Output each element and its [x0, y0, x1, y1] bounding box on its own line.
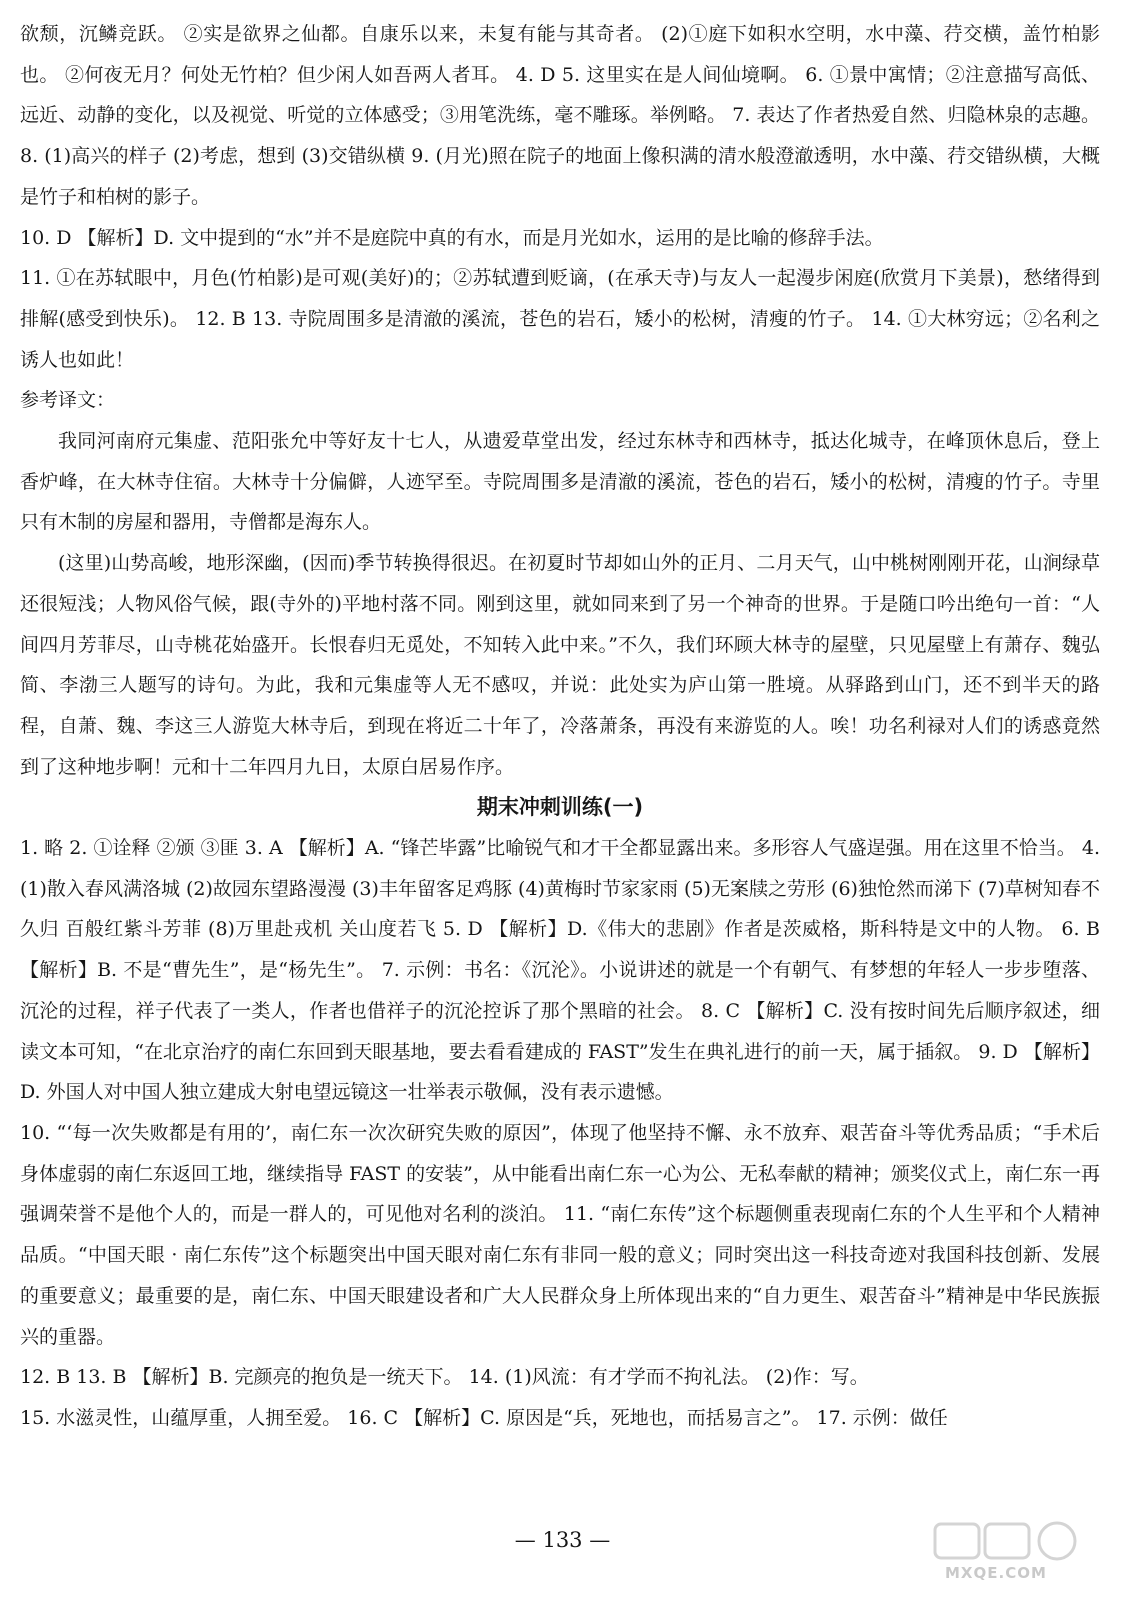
section-title: 期末冲刺训练(一) [476, 795, 644, 820]
answer-paragraph: 10. “‘每一次失败都是有用的’，南仁东一次次研究失败的原因”，体现了他坚持不懈、永不放弃、艰苦奋斗等优秀品质；“手术后身体虚弱的南仁东返回工地，继续指导 FAST 的安装”，从中能看出南仁东一心为公、无私奉献的精神；颁奖仪式上，南仁东一再强调荣誉不是他个人的，而是一群人的，可见他对名利的淡泊。 11. “南仁东传”这个标题侧重表现南仁东的个人生平和个人精神品质。“中国天眼 · 南仁东传”这个标题突出中国天眼对南仁东有非同一般的意义；同时突出这一科技奇迹对我国科技创新、发展的重要意义；最重要的是，南仁东、中国天眼建设者和广大人民群众身上所体现出来的“自力更生、艰苦奋斗”精神是中华民族振兴的重器。 [20, 1121, 1100, 1348]
translation-paragraph: (这里)山势高峻，地形深幽，(因而)季节转换得很迟。在初夏时节却如山外的正月、二月天气，山中桃树刚刚开花，山涧绿草还很短浅；人物风俗气候，跟(寺外的)平地村落不同。刚到这里，就如同来到了另一个神奇的世界。于是随口吟出绝句一首：“人间四月芳菲尽，山寺桃花始盛开。长恨春归无觅处，不知转入此中来。”不久，我们环顾大林寺的屋壁，只见屋壁上有萧存、魏弘简、李渤三人题写的诗句。为此，我和元集虚等人无不感叹，并说：此处实为庐山第一胜境。从驿路到山门，还不到半天的路程，自萧、魏、李这三人游览大林寺后，到现在将近二十年了，冷落萧条，再没有来游览的人。唉！功名利禄对人们的诱惑竟然到了这种地步啊！元和十二年四月九日，太原白居易作序。 [20, 552, 1100, 778]
answer-paragraph: 1. 略 2. ①诠释 ②颁 ③匪 3. A 【解析】A. “锋芒毕露”比喻锐气和才干全都显露出来。多形容人气盛逞强。用在这里不恰当。 4. (1)散入春风满洛城 (2)故园东望路漫漫 (3)丰年留客足鸡豚 (4)黄梅时节家家雨 (5)无案牍之劳形 (6)独怆然而涕下 (7)草树知春不久归 百般红紫斗芳菲 (8)万里赴戎机 关山度若飞 5. D 【解析】D.《伟大的悲剧》作者是茨威格，斯科特是文中的人物。 6. B 【解析】B. 不是“曹先生”，是“杨先生”。 7. 示例：书名：《沉沦》。小说讲述的就是一个有朝气、有梦想的年轻人一步步堕落、沉沦的过程，祥子代表了一类人，作者也借祥子的沉沦控诉了那个黑暗的社会。 8. C 【解析】C. 没有按时间先后顺序叙述，细读文本可知，“在北京治疗的南仁东回到天眼基地，要去看看建成的 FAST”发生在典礼进行的前一天，属于插叙。 9. D 【解析】D. 外国人对中国人独立建成大射电望远镜这一壮举表示敬佩，没有表示遗憾。 [20, 837, 1100, 1104]
answer-paragraph: 欲颓，沉鳞竞跃。 ②实是欲界之仙都。自康乐以来，未复有能与其奇者。 (2)①庭下如积水空明，水中藻、荇交横，盖竹柏影也。 ②何夜无月？何处无竹柏？但少闲人如吾两人者耳。 4. D 5. 这里实在是人间仙境啊。 6. ①景中寓情；②注意描写高低、远近、动静的变化，以及视觉、听觉的立体感受；③用笔洗练，毫不雕琢。举例略。 7. 表达了作者热爱自然、归隐林泉的志趣。 8. (1)高兴的样子 (2)考虑，想到 (3)交错纵横 9. (月光)照在院子的地面上像积满的清水般澄澈透明，水中藻、荇交错纵横，大概是竹子和柏树的影子。 [20, 23, 1100, 208]
answer-paragraph: 12. B 13. B 【解析】B. 完颜亮的抱负是一统天下。 14. (1)风流：有才学而不拘礼法。 (2)作：写。 [20, 1366, 869, 1389]
translation-paragraph: 我同河南府元集虚、范阳张允中等好友十七人，从遗爱草堂出发，经过东林寺和西林寺，抵达化城寺，在峰顶休息后，登上香炉峰，在大林寺住宿。大林寺十分偏僻，人迹罕至。寺院周围多是清澈的溪流，苍色的岩石，矮小的松树，清瘦的竹子。寺里只有木制的房屋和器用，寺僧都是海东人。 [20, 430, 1100, 534]
watermark-icon [905, 1520, 1105, 1564]
watermark-logo [905, 1520, 1105, 1590]
answer-paragraph: 10. D 【解析】D. 文中提到的“水”并不是庭院中真的有水，而是月光如水，运用的是比喻的修辞手法。 [20, 226, 884, 249]
page-number: — 133 — [514, 1528, 611, 1552]
answer-paragraph: 15. 水滋灵性，山蕴厚重，人拥至爱。 16. C 【解析】C. 原因是“兵，死地也，而括易言之”。 17. 示例：做任 [20, 1406, 948, 1429]
reference-label: 参考译文： [20, 389, 116, 412]
document-page [20, 14, 1100, 1439]
watermark-text: MXQE.COM [945, 1564, 1047, 1582]
answer-paragraph: 11. ①在苏轼眼中，月色(竹柏影)是可观(美好)的；②苏轼遭到贬谪，(在承天寺)与友人一起漫步闲庭(欣赏月下美景)，愁绪得到排解(感受到快乐)。 12. B 13. 寺院周围多是清澈的溪流，苍色的岩石，矮小的松树，清瘦的竹子。 14. ①大林穷远；②名利之诱人也如此！ [20, 267, 1100, 371]
